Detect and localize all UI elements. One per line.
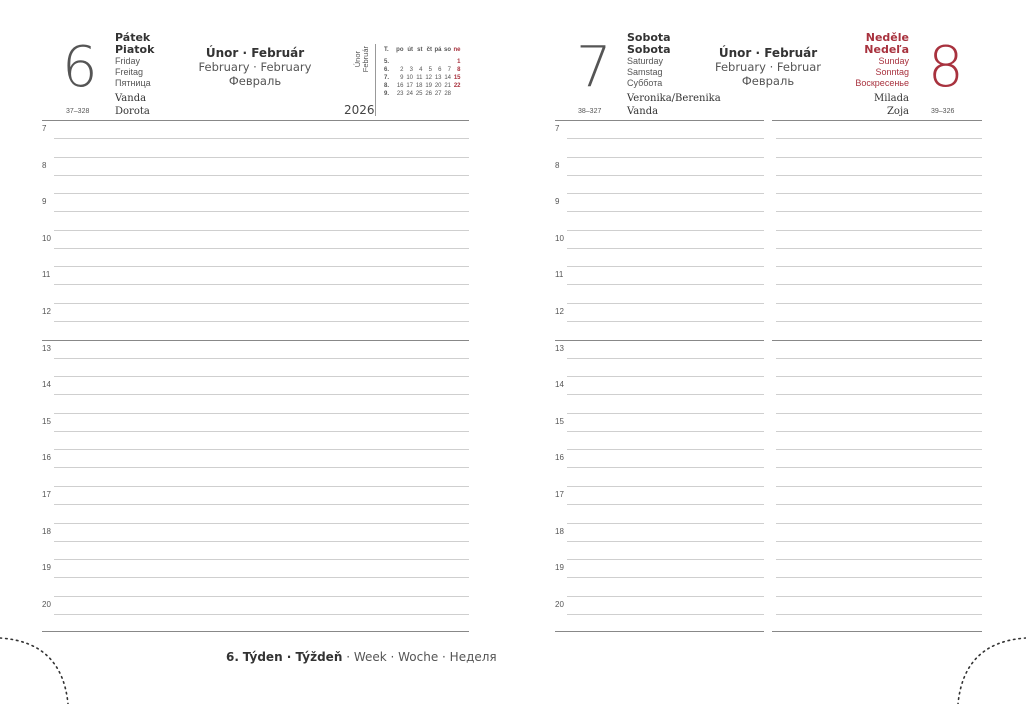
mini-calendar-week [384,82,461,90]
half-hour-line [54,431,469,432]
week-number-cell: 9. [384,91,390,97]
half-hour-line [54,394,469,395]
half-hour-line [776,248,982,249]
hour-label: 13 [555,343,564,353]
half-hour-line [567,211,764,212]
nameday-sk: Dorota [115,106,150,117]
day-cell: 26 [425,91,432,97]
hour-line [567,266,764,267]
hour-label: 11 [555,270,564,280]
hour-line [54,303,469,304]
day-name-sk: Piatok [115,43,155,56]
day-cell [451,90,461,98]
half-hour-line [567,504,764,505]
half-hour-line [776,541,982,542]
hour-label: 10 [555,233,564,243]
hour-line [776,303,982,304]
day-count: 37–328 [66,108,90,115]
hour-label: 9 [42,197,47,207]
day-name-ru: Пятница [115,78,151,88]
day-cell: 6 [438,67,442,73]
hour-line [567,559,764,560]
day-cell [413,58,423,66]
decor-arc-right [946,630,1026,704]
day-name-en: Friday [115,56,141,66]
day-cell: 1 [457,59,461,65]
half-hour-line [54,614,469,615]
hour-line [54,413,469,414]
nameday-cs: Veronika/Berenika [627,93,721,104]
month-ru: Февраль [741,74,795,88]
hour-line [54,376,469,377]
day-name-de: Sonntag [875,67,909,77]
hour-line [776,266,982,267]
day-cell: pá [434,47,442,53]
mini-calendar-week [384,74,461,82]
mini-calendar-label [354,46,370,72]
half-hour-line [54,577,469,578]
day-name-en: Sunday [878,56,909,66]
hour-line [567,230,764,231]
header-rule [42,120,469,121]
calendar-divider [375,44,376,116]
hour-line [776,413,982,414]
day-cell: 2 [400,67,404,73]
day-names-saturday [627,32,671,89]
nameday-cs: Milada [874,93,909,104]
day-cell: ne [453,47,461,53]
hour-label: 12 [42,307,51,316]
half-hour-line [54,175,469,176]
day-cell: 21 [444,83,451,89]
hour-label: 16 [42,453,51,463]
half-hour-line [776,211,982,212]
week-number-cell: T. [384,47,389,53]
mini-calendar-week [384,90,461,98]
hour-label: 8 [555,160,560,170]
midday-rule [772,340,982,341]
cal-label-cs: Únor [353,51,362,68]
day-names-sunday [820,32,909,89]
half-hour-line [776,614,982,615]
hour-line [54,157,469,158]
day-cell: 7 [447,67,451,73]
day-name-ru: Суббота [627,78,663,88]
day-cell: 14 [444,75,451,81]
day-cell: 22 [453,83,461,89]
mini-calendar-header [384,46,461,54]
nameday-sk: Zoja [886,106,909,117]
half-hour-line [54,138,469,139]
day-name-cs: Neděle [865,31,909,44]
decor-arc-left [0,630,80,704]
half-hour-line [567,175,764,176]
half-hour-line [54,321,469,322]
hour-label: 18 [555,526,564,536]
hour-line [776,157,982,158]
hour-line [776,376,982,377]
month-block [180,46,330,88]
half-hour-line [567,614,764,615]
week-footer [226,650,497,664]
half-hour-line [567,321,764,322]
day-cell [423,58,433,66]
half-hour-line [776,504,982,505]
midday-rule [42,340,469,341]
day-cell [432,58,442,66]
month-en-de: February · February [198,60,312,74]
half-hour-line [776,467,982,468]
week-number-cell: 8. [384,83,390,89]
day-cell: 23 [396,91,404,97]
hour-label: 7 [555,124,560,133]
day-name-de: Freitag [115,67,144,77]
half-hour-line [776,284,982,285]
hour-line [567,486,764,487]
hour-label: 17 [42,490,51,499]
day-cell: 5 [428,67,432,73]
day-cell: 24 [406,91,413,97]
day-number-saturday: 7 [576,35,612,100]
nameday-cs: Vanda [115,93,147,104]
hour-line [54,559,469,560]
half-hour-line [776,358,982,359]
week-number-cell: 5. [384,59,390,65]
day-cell: 12 [425,75,432,81]
day-count: 38–327 [578,108,602,115]
hour-line [776,559,982,560]
hour-line [776,230,982,231]
day-cell: 19 [425,83,432,89]
day-cell: út [407,47,413,53]
half-hour-line [567,541,764,542]
hour-label: 19 [42,563,51,573]
hour-line [54,486,469,487]
half-hour-line [776,175,982,176]
hour-line [776,449,982,450]
half-hour-line [567,394,764,395]
half-hour-line [776,321,982,322]
hour-line [776,193,982,194]
hour-label: 8 [42,160,47,170]
hour-label: 20 [42,599,51,609]
hour-line [54,193,469,194]
hour-label: 11 [42,270,51,280]
day-cell: 3 [409,67,413,73]
day-cell [404,58,414,66]
hour-label: 14 [42,380,51,390]
hour-line [567,413,764,414]
hour-line [567,449,764,450]
half-hour-line [567,467,764,468]
day-cell: 11 [416,75,423,81]
hour-label: 13 [42,343,51,353]
day-name-sk: Nedeľa [864,43,909,56]
hour-line [567,157,764,158]
day-number-friday: 6 [62,35,98,100]
hour-line [54,596,469,597]
day-cell: 25 [415,91,423,97]
day-count: 39–326 [931,108,955,115]
hour-line [776,523,982,524]
day-cell: 8 [457,67,461,73]
day-cell: 17 [406,83,413,89]
mini-calendar [384,46,461,98]
week-label-cs-sk: Týden · Týždeň [242,650,343,664]
hour-line [567,523,764,524]
half-hour-line [54,211,469,212]
month-cs-sk: Únor · Február [205,46,305,60]
hour-line [567,376,764,377]
cal-label-sk: Február [361,46,370,73]
hour-line [54,266,469,267]
week-number-cell: 7. [384,75,390,81]
nameday-sk: Vanda [627,106,659,117]
half-hour-line [54,248,469,249]
day-cell: st [417,47,423,53]
midday-rule [555,340,764,341]
hour-line [54,523,469,524]
half-hour-line [567,358,764,359]
mini-calendar-week [384,66,461,74]
hour-label: 10 [42,233,51,243]
hour-label: 17 [555,490,564,499]
week-number: 6. [226,650,239,664]
day-cell: 20 [434,83,442,89]
day-cell [442,58,452,66]
hour-line [776,596,982,597]
week-label-other: · Week · Woche · Неделя [346,650,497,664]
mini-calendar-week [384,58,461,66]
day-name-en: Saturday [627,56,664,66]
hour-label: 9 [555,197,560,207]
hour-line [54,230,469,231]
day-cell: 27 [434,91,442,97]
month-cs-sk: Únor · Február [718,46,818,60]
hour-label: 15 [555,416,564,426]
week-number-cell: 6. [384,67,390,73]
half-hour-line [776,431,982,432]
day-cell: so [443,47,451,53]
half-hour-line [567,577,764,578]
hour-label: 16 [555,453,564,463]
day-cell: 28 [444,91,451,97]
half-hour-line [54,467,469,468]
day-cell: po [396,47,404,53]
hour-label: 19 [555,563,564,573]
footer-rule [42,631,469,632]
day-cell: 4 [419,67,423,73]
hour-label: 20 [555,599,564,609]
half-hour-line [54,541,469,542]
day-cell [394,58,404,66]
day-name-cs: Pátek [115,31,151,44]
day-number-sunday: 8 [928,35,964,100]
half-hour-line [54,358,469,359]
half-hour-line [54,284,469,285]
hour-label: 12 [555,307,564,316]
hour-line [567,596,764,597]
half-hour-line [567,138,764,139]
day-cell: 10 [406,75,413,81]
day-cell: 16 [396,83,404,89]
year: 2026 [344,103,375,117]
day-name-de: Samstag [627,67,663,77]
half-hour-line [776,394,982,395]
half-hour-line [776,138,982,139]
month-ru: Февраль [228,74,282,88]
hour-line [54,449,469,450]
hour-label: 18 [42,526,51,536]
half-hour-line [54,504,469,505]
hour-line [567,193,764,194]
hour-label: 15 [42,416,51,426]
header-rule [772,120,982,121]
header-rule [555,120,764,121]
half-hour-line [776,577,982,578]
hour-label: 14 [555,380,564,390]
hour-line [567,303,764,304]
day-names-friday [115,32,154,89]
half-hour-line [567,431,764,432]
day-cell: 9 [400,75,404,81]
half-hour-line [567,284,764,285]
day-cell: 13 [434,75,442,81]
half-hour-line [567,248,764,249]
day-name-cs: Sobota [627,31,671,44]
day-name-sk: Sobota [627,43,671,56]
day-name-ru: Воскресенье [855,78,909,88]
hour-label: 7 [42,124,47,133]
month-en-de: February · Februar [714,60,822,74]
hour-line [776,486,982,487]
day-cell: čt [426,47,432,53]
day-cell: 18 [415,83,423,89]
footer-rule [555,631,764,632]
day-cell: 15 [453,75,461,81]
